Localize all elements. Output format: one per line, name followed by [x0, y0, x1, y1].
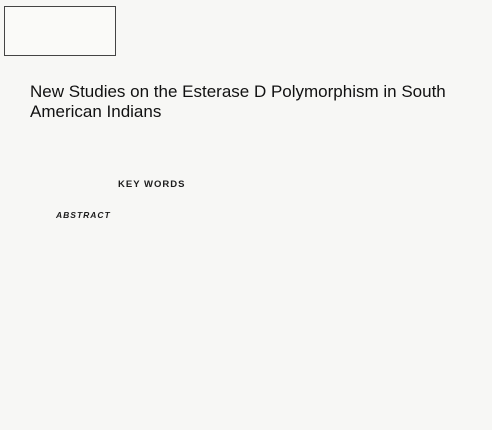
body-column-right	[248, 352, 458, 428]
article-title: New Studies on the Esterase D Polymorphism in South American Indians	[30, 82, 446, 121]
body-column-left	[30, 352, 240, 428]
abstract-block	[56, 210, 450, 222]
abstract-label: ABSTRACT	[56, 210, 111, 220]
archive-stamp	[4, 6, 116, 56]
keywords-block	[118, 178, 458, 191]
keywords-label: KEY WORDS	[118, 179, 186, 190]
